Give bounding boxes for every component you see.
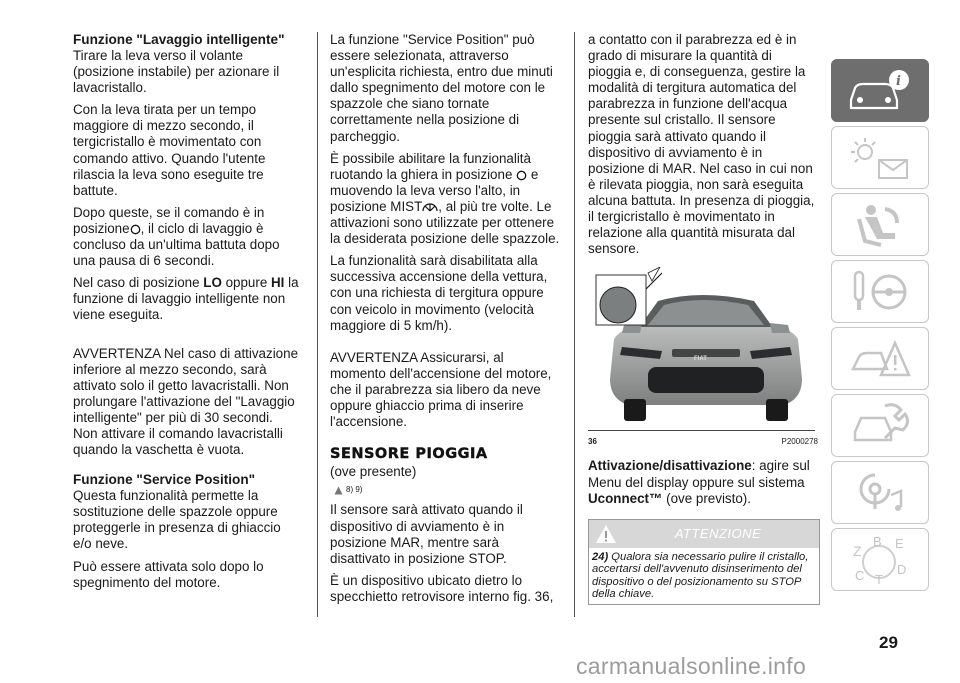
car-front-illustration: [588, 267, 815, 430]
emergency-triangle-icon: [845, 335, 915, 383]
text-run-bold: Attivazione/disattivazione: [588, 458, 752, 474]
tab-maintenance[interactable]: [831, 394, 929, 457]
tab-emergency[interactable]: [831, 327, 929, 390]
figure-rain-sensor-car: [588, 267, 815, 431]
attention-box: [588, 519, 820, 606]
tab-getting-to-know-car[interactable]: [831, 59, 929, 122]
index-letter: T: [875, 571, 883, 586]
index-letter: B: [873, 533, 882, 549]
figure-code: P2000278: [781, 437, 818, 447]
text-run: , il ciclo di lavaggio è concluso da un'ultima battuta dopo una pausa di 6 secondi.: [73, 220, 280, 269]
tab-multimedia[interactable]: [831, 461, 929, 524]
index-letter: C: [855, 567, 865, 583]
warning-references: [334, 482, 562, 498]
section-heading-smart-wash: Funzione "Lavaggio intelligente": [73, 32, 285, 47]
text-run: e muovendo la leva verso l'alto, in posizione MIST: [330, 166, 539, 214]
tab-index[interactable]: [831, 528, 929, 591]
car-info-icon: [845, 68, 915, 114]
position-lo-label: LO: [203, 275, 222, 291]
maintenance-wrench-icon: [845, 402, 915, 450]
attention-title: ATTENZIONE: [674, 525, 762, 541]
tab-starting-driving[interactable]: [831, 260, 929, 323]
text-run: , al più tre volte. Le attivazioni sono utilizzate per ottenere la desiderata posizione delle spazzole.: [330, 198, 560, 247]
paragraph: È un dispositivo ubicato dietro lo specchietto retrovisore interno fig. 36,: [330, 572, 554, 604]
mist-wiper-icon: [422, 200, 438, 213]
paragraph: [330, 151, 562, 248]
watermark: carmanualsonline.info: [576, 653, 807, 679]
paragraph: Tirare la leva verso il volante (posizione instabile) per azionare il lavacristallo.: [73, 48, 280, 96]
lights-warning-icon: [845, 134, 915, 182]
paragraph: a contatto con il parabrezza ed è in grado di misurare la quantità di pioggia e, di conseguenza, gestire la modalità di tergitura automatica del parabrezza in funzione dell'acqua presente sul cristallo. Il sensore pioggia sarà attivato quando il dispositivo di avviamento è in posizione di MAR. Nel caso in cui non è rilevata pioggia, non sarà eseguita alcuna battuta. In presenza di pioggia, il tergicristallo è movimentato in relazione alla quantità misurata dal sensore.: [588, 32, 815, 257]
section-heading-service-position: Funzione "Service Position": [73, 472, 256, 488]
position-hi-label: HI: [271, 275, 285, 291]
paragraph: La funzionalità sarà disabilitata alla successiva accensione della vettura, con una richiesta di tergitura oppure con veicolo in movimento (velocità maggiore di 5 km/h).: [330, 253, 548, 333]
text-run: È possibile abilitare la funzionalità ruotando la ghiera in posizione: [330, 150, 531, 182]
column-divider: [317, 32, 318, 617]
wiper-off-position-icon: [130, 224, 141, 235]
index-letter: E: [895, 535, 904, 551]
index-letter: Z: [853, 542, 862, 559]
attention-header: [589, 520, 819, 548]
reference-numbers: 8) 9): [346, 485, 363, 495]
tab-instruments[interactable]: [831, 126, 929, 189]
availability-note: (ove presente): [330, 464, 417, 480]
text-run: : agire sul Menu del display oppure sul sistema: [588, 458, 810, 490]
text-run: Qualora sia necessario pulire il cristallo, accertarsi dell'avvenuto disinserimento del dispositivo o del posizionamento su STOP della chiave.: [592, 550, 809, 600]
index-letter: D: [897, 561, 907, 577]
alphabetical-index-icon: [845, 534, 915, 586]
figure-number: 36: [588, 437, 597, 447]
car-badge-label: FIAT: [694, 356, 707, 363]
text-run: oppure: [221, 275, 272, 291]
paragraph: Questa funzionalità permette la sostituzione delle spazzole oppure proteggerle in presenza di ghiaccio e/o neve.: [73, 488, 281, 552]
key-steering-wheel-icon: [845, 268, 915, 316]
chapter-tabs: [831, 59, 929, 595]
warning-triangle-icon: [334, 486, 343, 495]
text-run: (ove previsto).: [662, 490, 751, 506]
attention-number: 24): [592, 550, 609, 563]
paragraph: Con la leva tirata per un tempo maggiore di mezzo secondo, il tergicristallo è movimentato con comando attivo. Quando l'utente rilascia la leva sono eseguite tre battute.: [73, 102, 266, 198]
text-column-2: [330, 32, 562, 611]
text-run: Dopo queste, se il comando è in posizione: [73, 204, 265, 236]
wiper-off-position-icon: [516, 170, 527, 181]
warning-paragraph: AVVERTENZA Nel caso di attivazione inferiore al mezzo secondo, sarà attivato solo il getto lavacristalli. Non prolungare l'attivazione del "Lavaggio intelligente" per più di 30 secondi. Non attivare il comando lavacristalli quando la vaschetta è vuota.: [73, 345, 299, 458]
paragraph: [588, 458, 818, 506]
text-column-1: [73, 32, 299, 597]
text-run: la funzione di lavaggio intelligente non viene eseguita.: [73, 275, 299, 323]
text-run: Nel caso di posizione: [73, 275, 204, 291]
warning-triangle-icon: [595, 524, 617, 544]
column-divider: [574, 32, 575, 617]
paragraph: Il sensore sarà attivato quando il dispositivo di avviamento è in posizione MAR, mentre sarà disattivato in posizione STOP.: [330, 502, 523, 566]
paragraph: [73, 275, 299, 323]
paragraph: La funzione "Service Position" può essere selezionata, attraverso un'esplicita richiesta, entro due minuti dallo spegnimento del motore con le spazzole che siano tornate correttamente nella posizione di parcheggio.: [330, 32, 553, 144]
section-heading-rain-sensor: SENSORE PIOGGIA: [330, 446, 488, 463]
page-number: 29: [879, 633, 898, 652]
seat-airbag-icon: [845, 201, 915, 249]
paragraph: [73, 205, 299, 269]
text-run-bold: Uconnect™: [588, 490, 663, 506]
tab-safety[interactable]: [831, 193, 929, 256]
attention-text: [589, 548, 819, 605]
multimedia-navigation-icon: [845, 469, 915, 517]
svg-text:i: i: [896, 73, 901, 89]
figure-caption: [588, 434, 818, 450]
paragraph: Può essere attivata solo dopo lo spegnimento del motore.: [73, 558, 264, 590]
text-column-3: [588, 32, 818, 605]
warning-paragraph: AVVERTENZA Assicurarsi, al momento dell'accensione del motore, che il parabrezza sia libero da neve oppure ghiaccio prima di inserire l'accensione.: [330, 349, 552, 430]
